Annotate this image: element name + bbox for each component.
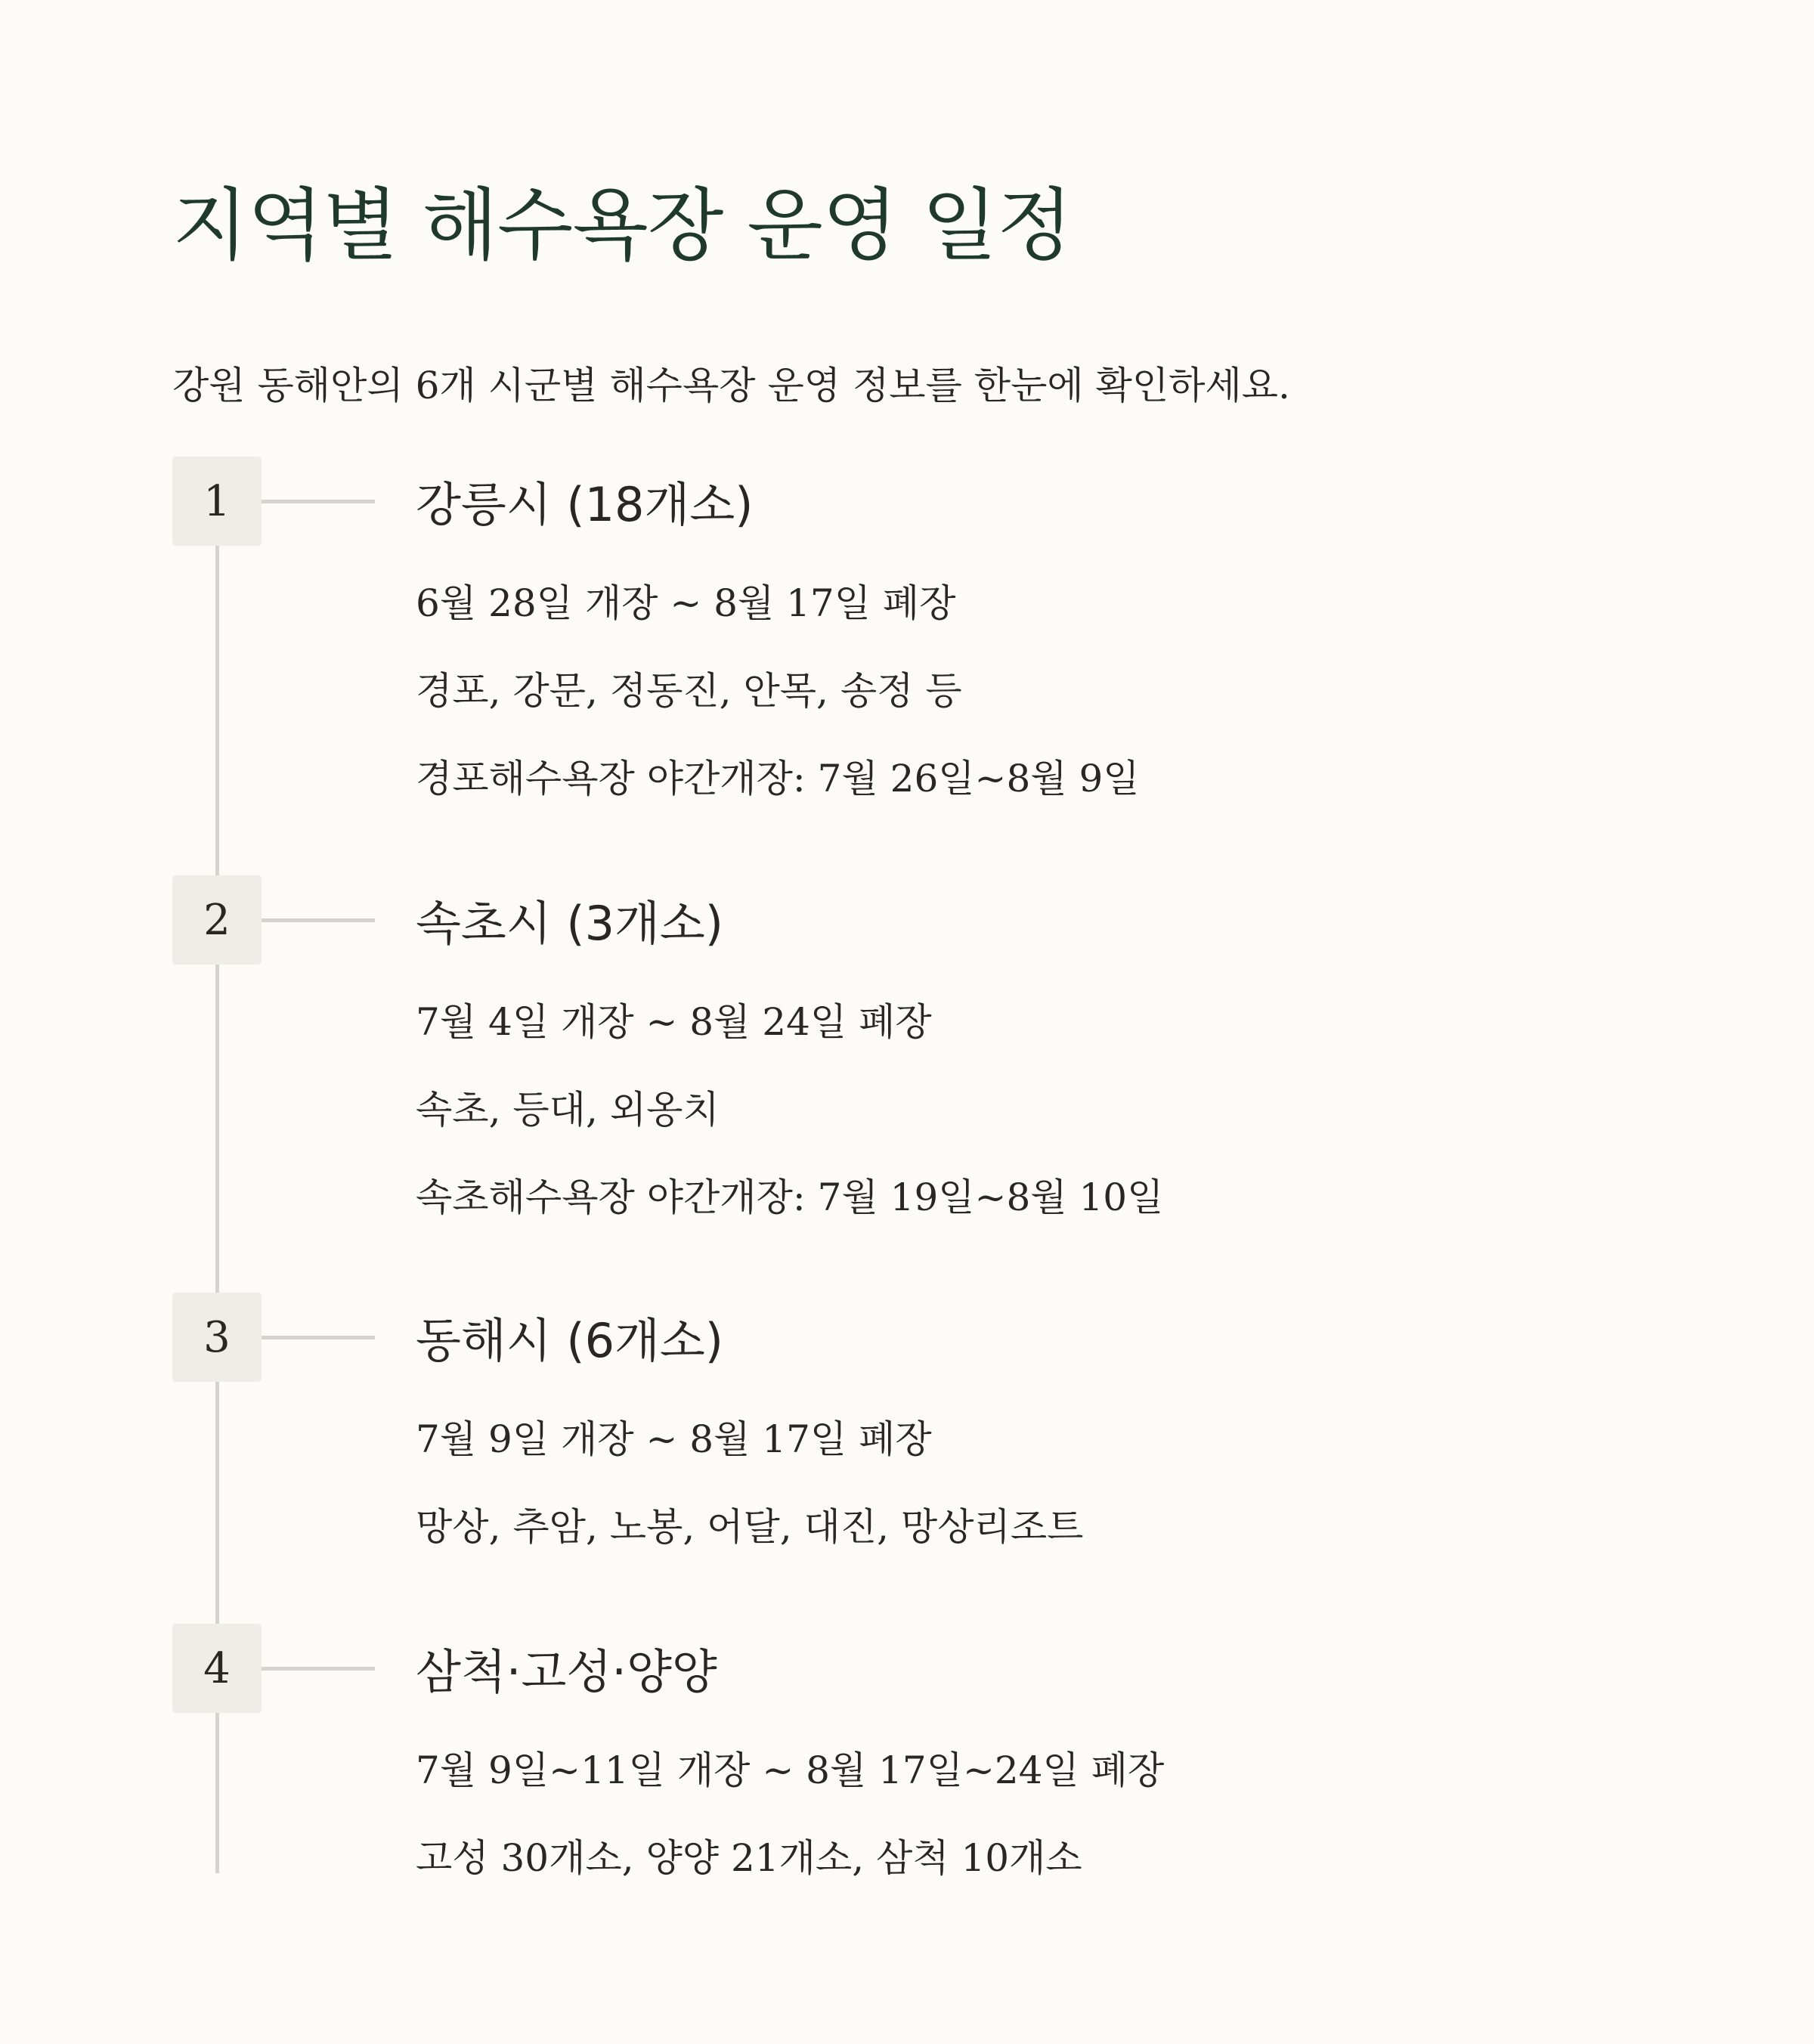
- step-title: 동해시 (6개소): [416, 1313, 723, 1368]
- step-night-opening: 경포해수욕장 야간개장: 7월 26일~8월 9일: [416, 757, 1140, 801]
- schedule-timeline: [172, 457, 1684, 1878]
- step-beaches: 속초, 등대, 외옹치: [416, 1088, 720, 1132]
- step-connector: [262, 500, 375, 503]
- step-number-badge: 2: [172, 875, 262, 965]
- step-connector: [262, 918, 375, 922]
- step-beaches: 경포, 강문, 정동진, 안목, 송정 등: [416, 669, 962, 713]
- step-schedule: 7월 9일~11일 개장 ~ 8월 17일~24일 폐장: [416, 1748, 1165, 1792]
- page-title: 지역별 해수욕장 운영 일정: [172, 179, 1073, 271]
- step-details: [416, 978, 1163, 1241]
- step-connector: [262, 1336, 375, 1339]
- step-schedule: 7월 4일 개장 ~ 8월 24일 폐장: [416, 1000, 932, 1044]
- step-beaches: 망상, 추암, 노봉, 어달, 대진, 망상리조트: [416, 1505, 1084, 1549]
- step-title: 강릉시 (18개소): [416, 477, 754, 532]
- page-subtitle: 강원 동해안의 6개 시군별 해수욕장 운영 정보를 한눈에 확인하세요.: [172, 364, 1290, 407]
- step-night-opening: 속초해수욕장 야간개장: 7월 19일~8월 10일: [416, 1175, 1164, 1219]
- step-beach-counts: 고성 30개소, 양양 21개소, 삼척 10개소: [416, 1836, 1082, 1880]
- step-title: 삼척·고성·양양: [416, 1644, 717, 1699]
- step-number-badge: 4: [172, 1624, 262, 1713]
- step-title: 속초시 (3개소): [416, 896, 723, 951]
- step-number-badge: 3: [172, 1293, 262, 1382]
- step-details: [416, 1727, 1164, 1902]
- step-details: [416, 559, 1140, 822]
- step-schedule: 7월 9일 개장 ~ 8월 17일 폐장: [416, 1417, 932, 1461]
- step-number-badge: 1: [172, 457, 262, 546]
- step-details: [416, 1395, 1083, 1571]
- step-schedule: 6월 28일 개장 ~ 8월 17일 폐장: [416, 581, 956, 625]
- step-connector: [262, 1667, 375, 1671]
